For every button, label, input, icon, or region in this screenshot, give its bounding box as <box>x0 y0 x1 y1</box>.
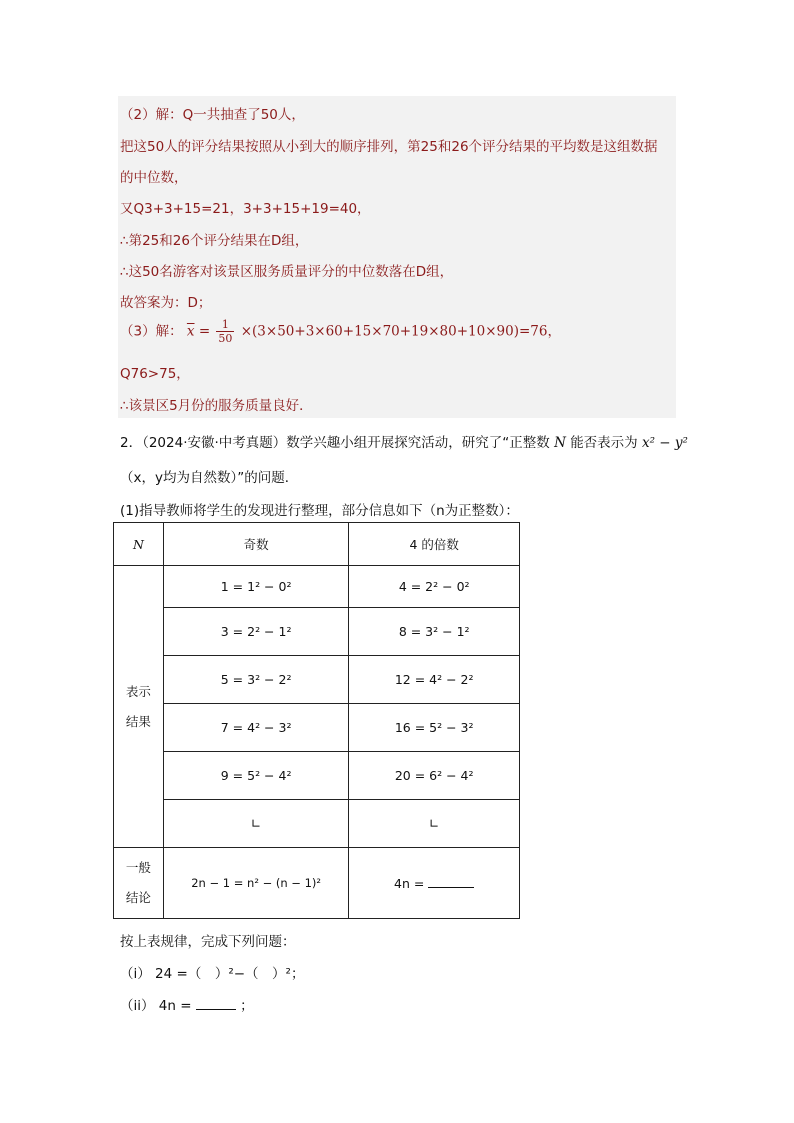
mean-symbol: $\overline{x}$ <box>186 323 195 340</box>
header-odd: 奇数 <box>163 523 348 566</box>
question-ii-prefix: （ii） 4n = <box>120 998 192 1014</box>
table-cell: ∟ <box>163 800 348 848</box>
header-mult4: 4 的倍数 <box>349 523 520 566</box>
general-mult4-text: 4n = <box>394 875 425 891</box>
row-label-line2: 结果 <box>125 713 151 729</box>
row-label-result <box>114 566 164 848</box>
general-mult4-cell <box>349 848 520 919</box>
answer-blank[interactable] <box>428 876 474 888</box>
results-table <box>113 522 520 919</box>
row-label-general <box>114 848 164 919</box>
general-odd-cell: 2n − 1 = n² − (n − 1)² <box>163 848 348 919</box>
table-cell: 8 = 3² − 1² <box>349 608 520 656</box>
var-N: N <box>554 435 566 451</box>
problem-header-text: 2．（2024·安徽·中考真题）数学兴趣小组开展探究活动，研究了“正整数 <box>120 435 550 451</box>
table-cell: 1 = 1² − 0² <box>163 566 348 608</box>
solution-line-5: ∴第25和26个评分结果在D组， <box>120 233 309 249</box>
solution-line-3: 的中位数， <box>120 170 188 186</box>
problem-expr: x² − y² <box>641 435 688 451</box>
general-line1: 一般 <box>125 860 151 875</box>
problem-line-2: （x，y均为自然数）”的问题． <box>120 470 299 486</box>
solution-part3: （3）解： $\overline{x}$ = $\frac{1}{50}$ ×(3×50+3×60+15×70+19×80+10×90)=76， <box>120 318 561 345</box>
solution-compare: Q76>75， <box>120 366 190 382</box>
answer-blank-ii[interactable] <box>196 998 236 1010</box>
solution-line-2: 把这50人的评分结果按照从小到大的顺序排列，第25和26个评分结果的平均数是这组数据 <box>120 139 658 155</box>
table-cell: 4 = 2² − 0² <box>349 566 520 608</box>
question-ii <box>120 994 254 1014</box>
table-cell: 7 = 4² − 3² <box>163 704 348 752</box>
solution-conclusion: ∴该景区5月份的服务质量良好． <box>120 398 313 414</box>
fraction-numerator: 1 <box>216 318 234 332</box>
solution-line-1: （2）解：Q一共抽查了50人， <box>120 107 305 123</box>
solution-line-7: 故答案为：D； <box>120 295 212 311</box>
solution-line-6: ∴这50名游客对该景区服务质量评分的中位数落在D组， <box>120 264 454 280</box>
fraction-denominator: 50 <box>218 332 233 345</box>
table-cell: ∟ <box>349 800 520 848</box>
table-cell: 16 = 5² − 3² <box>349 704 520 752</box>
solution-line-4: 又Q3+3+15=21，3+3+15+19=40， <box>120 201 371 217</box>
problem-header-mid: 能否表示为 <box>570 435 638 451</box>
table-cell: 12 = 4² − 2² <box>349 656 520 704</box>
fraction <box>216 318 234 345</box>
part1-text: (1)指导教师将学生的发现进行整理，部分信息如下（n为正整数）： <box>120 503 519 519</box>
table-cell: 5 = 3² − 2² <box>163 656 348 704</box>
table-cell: 20 = 6² − 4² <box>349 752 520 800</box>
row-label-line1: 表示 <box>125 683 151 699</box>
table-cell: 3 = 2² − 1² <box>163 608 348 656</box>
problem-header <box>120 431 688 451</box>
header-N: N <box>114 523 164 566</box>
question-i: （i） 24 =（ ）²−（ ）²； <box>120 966 305 982</box>
part3-expression: ×(3×50+3×60+15×70+19×80+10×90)=76， <box>240 323 561 340</box>
question-ii-suffix: ； <box>240 998 254 1014</box>
questions-intro: 按上表规律，完成下列问题： <box>120 934 296 950</box>
table-cell: 9 = 5² − 4² <box>163 752 348 800</box>
general-line2: 结论 <box>125 890 151 905</box>
part3-prefix: （3）解： <box>120 323 183 340</box>
